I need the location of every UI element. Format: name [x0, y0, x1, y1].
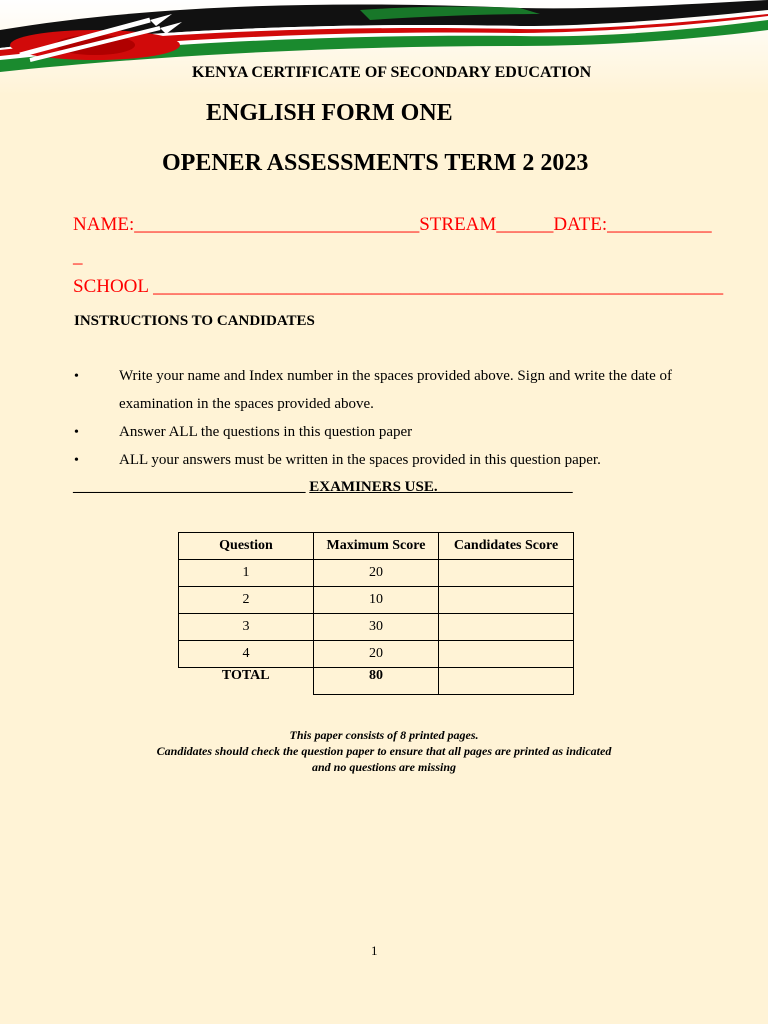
column-header-question: Question: [179, 533, 314, 560]
examiners-tail-line: __________________: [437, 479, 573, 495]
date-field-overflow: _: [73, 246, 83, 267]
instruction-item: ALL your answers must be written in the spaces provided in this question paper.: [119, 452, 601, 468]
bullet-icon: •: [74, 425, 79, 440]
page-number: 1: [371, 943, 378, 958]
max-score: 10: [314, 587, 439, 614]
column-header-candidate-score: Candidates Score: [439, 533, 574, 560]
question-number: 3: [179, 614, 314, 641]
exam-body-title: KENYA CERTIFICATE OF SECONDARY EDUCATION: [192, 64, 592, 81]
table-row: [179, 614, 574, 641]
max-score: 30: [314, 614, 439, 641]
student-details-line: [73, 214, 712, 236]
paper-note-line: This paper consists of 8 printed pages.: [289, 728, 479, 742]
date-label: DATE:: [553, 214, 608, 235]
instruction-item: Answer ALL the questions in this question paper: [119, 424, 413, 440]
max-score: 20: [314, 560, 439, 587]
paper-note: [0, 727, 768, 775]
school-label: SCHOOL: [73, 276, 154, 297]
candidate-score-cell[interactable]: [439, 560, 574, 587]
question-number: 1: [179, 560, 314, 587]
instruction-item-continued: examination in the spaces provided above.: [119, 396, 374, 412]
paper-note-line: and no questions are missing: [311, 760, 457, 774]
total-candidate-score-cell[interactable]: [439, 668, 574, 695]
total-max-score: 80: [314, 668, 439, 695]
school-line: [73, 276, 723, 298]
total-label: TOTAL: [221, 668, 270, 683]
table-row: [179, 587, 574, 614]
column-header-max-score: Maximum Score: [314, 533, 439, 560]
question-number: 2: [179, 587, 314, 614]
stream-label: STREAM: [419, 214, 497, 235]
table-row: [179, 560, 574, 587]
name-field[interactable]: ______________________________: [134, 214, 420, 235]
instructions-heading: INSTRUCTIONS TO CANDIDATES: [74, 313, 315, 329]
bullet-icon: •: [74, 453, 79, 468]
date-field[interactable]: ___________: [607, 214, 712, 235]
table-row: [179, 641, 574, 668]
examiners-use-heading: [73, 479, 573, 496]
school-field[interactable]: ____________________________________________________________: [153, 276, 724, 297]
instruction-item: Write your name and Index number in the spaces provided above. Sign and write the date of: [119, 368, 672, 384]
total-row: [179, 668, 574, 695]
candidate-score-cell[interactable]: [439, 614, 574, 641]
name-label: NAME:: [73, 214, 135, 235]
table-header-row: [179, 533, 574, 560]
max-score: 20: [314, 641, 439, 668]
subject-title: ENGLISH FORM ONE: [206, 100, 453, 126]
assessment-title: OPENER ASSESSMENTS TERM 2 2023: [162, 150, 589, 176]
score-table: [178, 532, 574, 695]
examiners-label: EXAMINERS USE.: [309, 479, 438, 495]
candidate-score-cell[interactable]: [439, 641, 574, 668]
bullet-icon: •: [74, 369, 79, 384]
examiners-lead-line: _______________________________: [73, 479, 306, 495]
question-number: 4: [179, 641, 314, 668]
stream-field[interactable]: ______: [496, 214, 554, 235]
candidate-score-cell[interactable]: [439, 587, 574, 614]
paper-note-line: Candidates should check the question paper to ensure that all pages are printed as indicated: [156, 744, 612, 758]
